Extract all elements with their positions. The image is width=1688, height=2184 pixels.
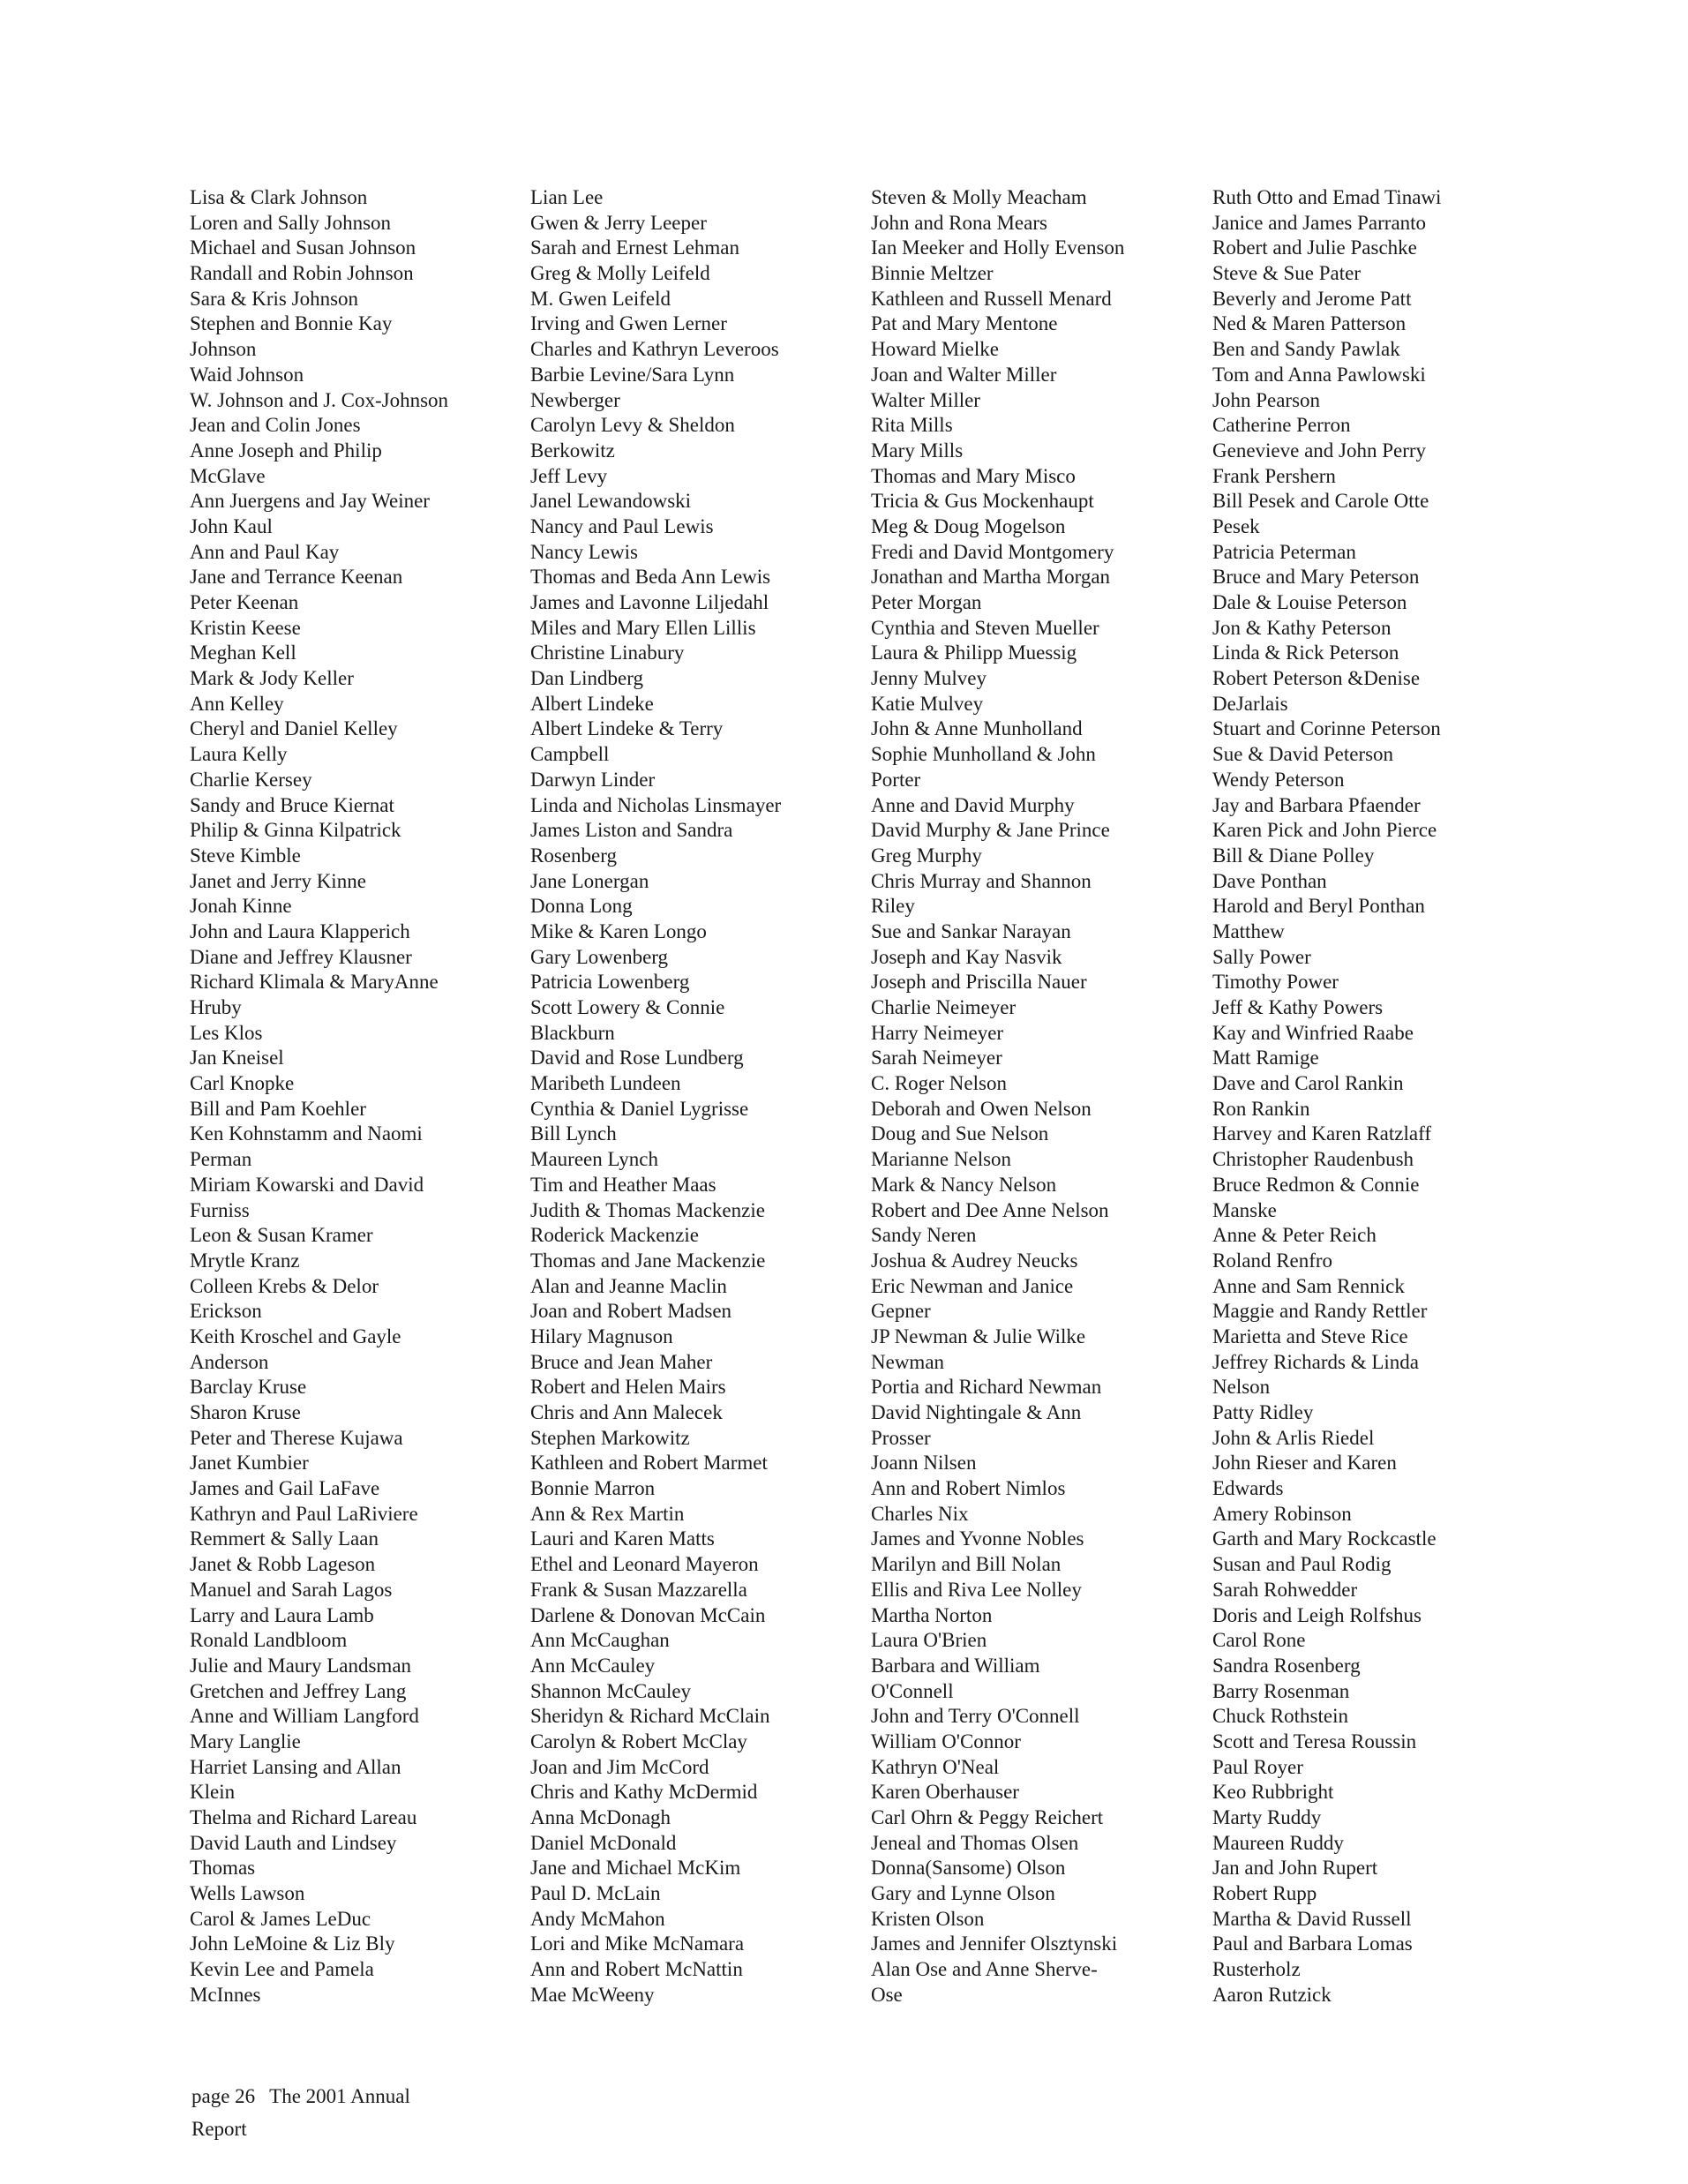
donor-name-line: Irving and Gwen Lerner <box>530 312 727 335</box>
donor-name-line: Martha & David Russell <box>1212 1907 1412 1930</box>
donor-name-line: Carol & James LeDuc <box>190 1907 371 1930</box>
donor-name-line: Portia and Richard Newman <box>871 1376 1102 1399</box>
donor-name-line: Sandy Neren <box>871 1224 977 1247</box>
donor-name-line: Joan and Jim McCord <box>530 1755 709 1778</box>
donor-name-line: Anderson <box>190 1350 269 1373</box>
donor-name-line: Maggie and Randy Rettler <box>1212 1300 1428 1323</box>
donor-name-line: Robert and Dee Anne Nelson <box>871 1198 1109 1221</box>
donor-name-line: Jan Kneisel <box>190 1047 284 1069</box>
donor-name-line: Pat and Mary Mentone <box>871 312 1058 335</box>
donor-name-line: Paul D. McLain <box>530 1882 661 1905</box>
donor-name-line: Roland Renfro <box>1212 1249 1333 1272</box>
donor-name-line: John Rieser and Karen <box>1212 1452 1397 1475</box>
donor-name-line: Diane and Jeffrey Klausner <box>190 945 412 968</box>
donor-name-line: Johnson <box>190 338 257 361</box>
donor-name-line: Darlene & Donovan McCain <box>530 1603 766 1626</box>
donor-name-line: Janet & Robb Lageson <box>190 1553 376 1576</box>
donor-name-line: Patty Ridley <box>1212 1401 1314 1423</box>
donor-name-line: Kathryn and Paul LaRiviere <box>190 1502 418 1525</box>
donor-name-line: Thomas and Mary Misco <box>871 464 1076 487</box>
donor-name-line: Kristen Olson <box>871 1907 985 1930</box>
donor-name-line: Charlie Neimeyer <box>871 996 1017 1018</box>
donor-name-line: Fredi and David Montgomery <box>871 540 1114 563</box>
donor-name-line: Joshua & Audrey Neucks <box>871 1249 1078 1272</box>
donor-name-line: Sarah and Ernest Lehman <box>530 236 739 259</box>
donor-name-line: David Nightingale & Ann <box>871 1401 1082 1423</box>
donor-name-line: Miriam Kowarski and David <box>190 1173 424 1196</box>
donor-name-line: Stuart and Corinne Peterson <box>1212 717 1441 740</box>
donor-name-line: Manuel and Sarah Lagos <box>190 1578 393 1601</box>
donor-name-line: Ben and Sandy Pawlak <box>1212 338 1400 361</box>
donor-name-line: David Murphy & Jane Prince <box>871 819 1110 842</box>
donor-name-line: Lori and Mike McNamara <box>530 1933 745 1955</box>
donor-name-line: Bill Lynch <box>530 1122 617 1145</box>
donor-name-line: Carl Ohrn & Peggy Reichert <box>871 1806 1104 1828</box>
donor-name-line: Manske <box>1212 1198 1277 1221</box>
donor-name-line: Albert Lindeke & Terry <box>530 717 724 740</box>
donor-name-line: Katie Mulvey <box>871 692 984 715</box>
donor-name-line: McGlave <box>190 464 266 487</box>
donor-name-line: Marietta and Steve Rice <box>1212 1325 1408 1347</box>
donor-name-line: Jenny Mulvey <box>871 667 987 690</box>
donor-name-line: Wendy Peterson <box>1212 768 1345 791</box>
donor-name-line: Ann and Robert Nimlos <box>871 1477 1066 1500</box>
donor-name-line: Bruce and Mary Peterson <box>1212 566 1420 589</box>
donor-name-line: Newman <box>871 1350 945 1373</box>
donor-name-line: Dale & Louise Peterson <box>1212 591 1407 613</box>
report-title-continued: Report <box>191 2118 247 2140</box>
donor-name-line: Patricia Peterman <box>1212 540 1356 563</box>
donor-name-line: Linda and Nicholas Linsmayer <box>530 793 782 816</box>
donor-name-line: Klein <box>190 1781 236 1804</box>
donor-name-line: Lauri and Karen Matts <box>530 1527 715 1550</box>
donor-name-line: Porter <box>871 768 921 791</box>
donor-name-line: Sara & Kris Johnson <box>190 287 359 310</box>
donor-name-line: Nelson <box>1212 1376 1271 1399</box>
donor-name-line: Joseph and Priscilla Nauer <box>871 971 1087 994</box>
donor-name-line: Frank Pershern <box>1212 464 1336 487</box>
donor-name-line: Christine Linabury <box>530 642 685 664</box>
donor-name-line: Stephen Markowitz <box>530 1426 690 1449</box>
donor-name-line: Eric Newman and Janice <box>871 1274 1074 1297</box>
donor-name-line: Bonnie Marron <box>530 1477 656 1500</box>
donor-name-line: Sophie Munholland & John <box>871 743 1096 766</box>
donor-name-line: Judith & Thomas Mackenzie <box>530 1198 765 1221</box>
donor-name-line: Jonah Kinne <box>190 895 292 918</box>
donor-name-line: Leon & Susan Kramer <box>190 1224 373 1247</box>
donor-name-line: Susan and Paul Rodig <box>1212 1553 1392 1576</box>
donor-name-line: Carl Knopke <box>190 1072 295 1095</box>
donor-name-line: Laura O'Brien <box>871 1629 987 1652</box>
donor-name-line: Dan Lindberg <box>530 667 643 690</box>
donor-name-line: Janel Lewandowski <box>530 490 692 513</box>
donor-name-line: Sarah Neimeyer <box>871 1047 1002 1069</box>
donor-name-line: Marilyn and Bill Nolan <box>871 1553 1062 1576</box>
donor-name-line: John LeMoine & Liz Bly <box>190 1933 395 1955</box>
donor-name-line: Les Klos <box>190 1021 263 1044</box>
donor-name-line: Genevieve and John Perry <box>1212 439 1427 462</box>
donor-name-line: Laura Kelly <box>190 743 288 766</box>
donor-name-line: McInnes <box>190 1983 261 2006</box>
donor-name-line: Kevin Lee and Pamela <box>190 1958 374 1981</box>
donor-name-line: Greg Murphy <box>871 844 982 867</box>
donor-name-line: Alan and Jeanne Maclin <box>530 1274 727 1297</box>
donor-name-line: Lian Lee <box>530 186 604 208</box>
donor-name-line: Chris Murray and Shannon <box>871 869 1092 892</box>
donor-name-line: Mary Langlie <box>190 1730 301 1752</box>
donor-name-line: Janet and Jerry Kinne <box>190 869 366 892</box>
donor-name-line: Harvey and Karen Ratzlaff <box>1212 1122 1431 1145</box>
donor-name-line: Ethel and Leonard Mayeron <box>530 1553 759 1576</box>
donor-name-line: Kay and Winfried Raabe <box>1212 1021 1414 1044</box>
donor-name-line: Deborah and Owen Nelson <box>871 1097 1092 1120</box>
donor-name-line: Sandra Rosenberg <box>1212 1654 1361 1677</box>
donor-name-line: Anne Joseph and Philip <box>190 439 382 462</box>
donor-name-line: Doris and Leigh Rolfshus <box>1212 1603 1422 1626</box>
donor-column-1 <box>190 185 516 2008</box>
donor-name-line: Hruby <box>190 996 242 1018</box>
donor-name-line: Darwyn Linder <box>530 768 656 791</box>
donor-name-line: Jeff Levy <box>530 464 608 487</box>
donor-name-line: Hilary Magnuson <box>530 1325 673 1347</box>
donor-name-line: Joann Nilsen <box>871 1452 977 1475</box>
donor-name-line: Barbie Levine/Sara Lynn <box>530 363 735 386</box>
donor-name-line: Linda & Rick Peterson <box>1212 642 1399 664</box>
donor-name-line: Kathleen and Russell Menard <box>871 287 1112 310</box>
donor-name-line: Maribeth Lundeen <box>530 1072 681 1095</box>
donor-name-line: James and Jennifer Olsztynski <box>871 1933 1118 1955</box>
donor-name-line: Nancy and Paul Lewis <box>530 514 714 537</box>
donor-name-line: Jeff & Kathy Powers <box>1212 996 1384 1018</box>
donor-name-line: M. Gwen Leifeld <box>530 287 671 310</box>
donor-name-line: Pesek <box>1212 514 1260 537</box>
donor-name-line: David and Rose Lundberg <box>530 1047 744 1069</box>
donor-name-line: Ann Juergens and Jay Weiner <box>190 490 430 513</box>
donor-name-line: Robert Rupp <box>1212 1882 1317 1905</box>
donor-column-3 <box>871 185 1197 2008</box>
donor-name-line: Joseph and Kay Nasvik <box>871 945 1062 968</box>
donor-name-line: William O'Connor <box>871 1730 1021 1752</box>
donor-name-line: Sharon Kruse <box>190 1401 301 1423</box>
donor-name-line: Gwen & Jerry Leeper <box>530 211 707 234</box>
donor-name-line: Jay and Barbara Pfaender <box>1212 793 1421 816</box>
donor-name-line: Robert and Helen Mairs <box>530 1376 726 1399</box>
donor-name-line: Steve & Sue Pater <box>1212 262 1361 285</box>
donor-name-line: James and Yvonne Nobles <box>871 1527 1084 1550</box>
donor-name-line: Campbell <box>530 743 610 766</box>
donor-name-line: Ann and Paul Kay <box>190 540 340 563</box>
donor-name-line: Bill and Pam Koehler <box>190 1097 366 1120</box>
donor-name-line: James Liston and Sandra <box>530 819 733 842</box>
donor-name-line: Thomas and Jane Mackenzie <box>530 1249 766 1272</box>
donor-name-line: Philip & Ginna Kilpatrick <box>190 819 401 842</box>
donor-name-line: Sue & David Peterson <box>1212 743 1394 766</box>
donor-name-line: Roderick Mackenzie <box>530 1224 699 1247</box>
donor-name-line: Kathleen and Robert Marmet <box>530 1452 768 1475</box>
donor-name-line: Charles Nix <box>871 1502 969 1525</box>
donor-name-line: Barbara and William <box>871 1654 1040 1677</box>
donor-name-line: Mary Mills <box>871 439 964 462</box>
donor-name-line: Keo Rubbright <box>1212 1781 1334 1804</box>
donor-name-line: Greg & Molly Leifeld <box>530 262 710 285</box>
donor-name-line: Donna(Sansome) Olson <box>871 1857 1066 1880</box>
donor-name-line: Ann & Rex Martin <box>530 1502 685 1525</box>
donor-name-line: Thelma and Richard Lareau <box>190 1806 417 1828</box>
donor-name-line: Riley <box>871 895 915 918</box>
donor-name-line: Erickson <box>190 1300 262 1323</box>
donor-name-line: Chris and Ann Malecek <box>530 1401 723 1423</box>
donor-name-line: Joan and Robert Madsen <box>530 1300 732 1323</box>
donor-name-line: John Pearson <box>1212 388 1321 411</box>
page-footer <box>191 2080 410 2145</box>
donor-name-line: Bruce and Jean Maher <box>530 1350 713 1373</box>
donor-name-line: Prosser <box>871 1426 931 1449</box>
donor-name-line: Ose <box>871 1983 903 2006</box>
donor-name-line: Bill Pesek and Carole Otte <box>1212 490 1429 513</box>
donor-name-line: Sarah Rohwedder <box>1212 1578 1358 1601</box>
donor-name-line: Binnie Meltzer <box>871 262 994 285</box>
donor-name-line: Jane and Michael McKim <box>530 1857 741 1880</box>
donor-name-line: Loren and Sally Johnson <box>190 211 392 234</box>
donor-name-line: Lisa & Clark Johnson <box>190 186 368 208</box>
donor-name-line: Matt Ramige <box>1212 1047 1319 1069</box>
donor-name-line: Maureen Ruddy <box>1212 1831 1344 1854</box>
donor-name-line: John and Rona Mears <box>871 211 1047 234</box>
donor-name-line: Miles and Mary Ellen Lillis <box>530 616 756 639</box>
donor-name-line: Sandy and Bruce Kiernat <box>190 793 394 816</box>
donor-name-line: Ann McCauley <box>530 1654 656 1677</box>
donor-name-line: Charlie Kersey <box>190 768 312 791</box>
donor-name-line: Waid Johnson <box>190 363 304 386</box>
donor-name-line: Garth and Mary Rockcastle <box>1212 1527 1437 1550</box>
donor-name-line: Jean and Colin Jones <box>190 414 361 437</box>
donor-name-line: Cynthia and Steven Mueller <box>871 616 1099 639</box>
donor-name-line: Ronald Landbloom <box>190 1629 348 1652</box>
donor-name-line: Charles and Kathryn Leveroos <box>530 338 779 361</box>
donor-name-line: Cheryl and Daniel Kelley <box>190 717 398 740</box>
donor-name-line: Marianne Nelson <box>871 1148 1012 1171</box>
donor-name-line: John and Laura Klapperich <box>190 919 410 942</box>
donor-name-line: W. Johnson and J. Cox-Johnson <box>190 388 449 411</box>
donor-name-line: DeJarlais <box>1212 692 1288 715</box>
donor-name-line: Peter Morgan <box>871 591 982 613</box>
donor-name-line: Alan Ose and Anne Sherve- <box>871 1958 1098 1981</box>
donor-name-line: Mark & Jody Keller <box>190 667 354 690</box>
donor-name-line: Frank & Susan Mazzarella <box>530 1578 747 1601</box>
donor-name-line: Sally Power <box>1212 945 1311 968</box>
donor-name-line: Gary Lowenberg <box>530 945 669 968</box>
donor-name-line: Wells Lawson <box>190 1882 305 1905</box>
donor-name-line: Gretchen and Jeffrey Lang <box>190 1679 407 1702</box>
donor-name-line: John Kaul <box>190 514 273 537</box>
donor-name-line: Amery Robinson <box>1212 1502 1352 1525</box>
donor-name-line: Howard Mielke <box>871 338 999 361</box>
donor-name-line: Shannon McCauley <box>530 1679 692 1702</box>
donor-name-line: Harriet Lansing and Allan <box>190 1755 401 1778</box>
donor-name-line: Martha Norton <box>871 1603 993 1626</box>
donor-name-line: Dave Ponthan <box>1212 869 1327 892</box>
donor-column-4 <box>1212 185 1539 2008</box>
donor-name-line: James and Gail LaFave <box>190 1477 380 1500</box>
donor-name-line: Albert Lindeke <box>530 692 654 715</box>
donor-name-line: Anne & Peter Reich <box>1212 1224 1377 1247</box>
donor-name-line: Aaron Rutzick <box>1212 1983 1332 2006</box>
donor-name-line: Laura & Philipp Muessig <box>871 642 1077 664</box>
donor-name-line: Robert Peterson &Denise <box>1212 667 1421 690</box>
donor-name-line: Donna Long <box>530 895 633 918</box>
donor-name-line: Chuck Rothstein <box>1212 1705 1348 1728</box>
donor-name-line: Jan and John Rupert <box>1212 1857 1378 1880</box>
donor-name-line: Edwards <box>1212 1477 1284 1500</box>
donor-name-line: Harry Neimeyer <box>871 1021 1004 1044</box>
donor-name-line: Larry and Laura Lamb <box>190 1603 374 1626</box>
donor-name-line: Tom and Anna Pawlowski <box>1212 363 1426 386</box>
report-title: The 2001 Annual <box>269 2085 410 2107</box>
donor-name-line: Scott Lowery & Connie <box>530 996 725 1018</box>
donor-name-line: Harold and Beryl Ponthan <box>1212 895 1425 918</box>
donor-name-line: Thomas and Beda Ann Lewis <box>530 566 771 589</box>
donor-name-line: Steven & Molly Meacham <box>871 186 1087 208</box>
donor-name-line: Janice and James Parranto <box>1212 211 1427 234</box>
donor-name-line: Randall and Robin Johnson <box>190 262 414 285</box>
donor-name-line: Rusterholz <box>1212 1958 1301 1981</box>
donor-name-line: Michael and Susan Johnson <box>190 236 416 259</box>
donor-name-line: Jane Lonergan <box>530 869 649 892</box>
donor-name-line: Ron Rankin <box>1212 1097 1310 1120</box>
donor-name-line: Karen Oberhauser <box>871 1781 1019 1804</box>
donor-name-line: Tricia & Gus Mockenhaupt <box>871 490 1094 513</box>
donor-name-line: Mike & Karen Longo <box>530 919 707 942</box>
donor-name-line: Ann McCaughan <box>530 1629 670 1652</box>
donor-name-line: Catherine Perron <box>1212 414 1351 437</box>
donor-name-line: David Lauth and Lindsey <box>190 1831 397 1854</box>
donor-name-line: Anne and David Murphy <box>871 793 1075 816</box>
donor-name-line: Maureen Lynch <box>530 1148 658 1171</box>
donor-name-line: Timothy Power <box>1212 971 1339 994</box>
donor-name-line: Daniel McDonald <box>530 1831 677 1854</box>
donor-name-line: Andy McMahon <box>530 1907 665 1930</box>
donor-name-line: Paul Royer <box>1212 1755 1303 1778</box>
donor-name-line: Remmert & Sally Laan <box>190 1527 379 1550</box>
donor-name-line: Gepner <box>871 1300 931 1323</box>
donor-name-line: James and Lavonne Liljedahl <box>530 591 769 613</box>
donor-name-line: Richard Klimala & MaryAnne <box>190 971 439 994</box>
donor-name-line: Barry Rosenman <box>1212 1679 1350 1702</box>
donor-name-line: Mrytle Kranz <box>190 1249 300 1272</box>
donor-name-line: Kathryn O'Neal <box>871 1755 1000 1778</box>
donor-name-line: Jeneal and Thomas Olsen <box>871 1831 1079 1854</box>
donor-name-line: Perman <box>190 1148 252 1171</box>
donor-name-line: Jonathan and Martha Morgan <box>871 566 1111 589</box>
donor-name-line: Stephen and Bonnie Kay <box>190 312 393 335</box>
donor-name-line: Newberger <box>530 388 620 411</box>
donor-name-line: Beverly and Jerome Patt <box>1212 287 1412 310</box>
donor-name-line: Chris and Kathy McDermid <box>530 1781 758 1804</box>
donor-name-line: Paul and Barbara Lomas <box>1212 1933 1413 1955</box>
donor-name-line: Christopher Raudenbush <box>1212 1148 1414 1171</box>
donor-name-line: Blackburn <box>530 1021 615 1044</box>
donor-name-line: Doug and Sue Nelson <box>871 1122 1049 1145</box>
donor-name-line: C. Roger Nelson <box>871 1072 1007 1095</box>
donor-name-line: Rita Mills <box>871 414 953 437</box>
donor-name-line: Gary and Lynne Olson <box>871 1882 1055 1905</box>
donor-name-line: Patricia Lowenberg <box>530 971 690 994</box>
donor-name-line: Carolyn Levy & Sheldon <box>530 414 735 437</box>
donor-name-line: Nancy Lewis <box>530 540 638 563</box>
donor-name-line: Peter Keenan <box>190 591 299 613</box>
donor-name-line: Thomas <box>190 1857 256 1880</box>
donor-name-line: Sheridyn & Richard McClain <box>530 1705 770 1728</box>
donor-name-line: Mae McWeeny <box>530 1983 655 2006</box>
donor-name-line: Karen Pick and John Pierce <box>1212 819 1437 842</box>
donor-name-line: Matthew <box>1212 919 1285 942</box>
donor-name-line: Colleen Krebs & Delor <box>190 1274 379 1297</box>
donor-name-line: Ian Meeker and Holly Evenson <box>871 236 1125 259</box>
donor-name-line: Anne and William Langford <box>190 1705 419 1728</box>
donor-name-line: Ann and Robert McNattin <box>530 1958 743 1981</box>
donor-name-line: Mark & Nancy Nelson <box>871 1173 1057 1196</box>
donor-name-line: O'Connell <box>871 1679 954 1702</box>
page-number: page 26 <box>191 2085 256 2107</box>
donor-name-line: Dave and Carol Rankin <box>1212 1072 1404 1095</box>
donor-name-line: Berkowitz <box>530 439 615 462</box>
donor-name-line: Carol Rone <box>1212 1629 1306 1652</box>
donor-name-line: Julie and Maury Landsman <box>190 1654 412 1677</box>
donor-name-line: Ruth Otto and Emad Tinawi <box>1212 186 1442 208</box>
donor-name-line: Janet Kumbier <box>190 1452 309 1475</box>
donor-name-line: Marty Ruddy <box>1212 1806 1322 1828</box>
donor-name-line: Meg & Doug Mogelson <box>871 514 1066 537</box>
donor-name-line: Jon & Kathy Peterson <box>1212 616 1392 639</box>
footer-line-1 <box>191 2080 410 2113</box>
donor-name-line: Robert and Julie Paschke <box>1212 236 1417 259</box>
donor-name-line: Tim and Heather Maas <box>530 1173 716 1196</box>
donor-name-line: Bruce Redmon & Connie <box>1212 1173 1420 1196</box>
donor-name-line: John and Terry O'Connell <box>871 1705 1080 1728</box>
donor-name-line: John & Anne Munholland <box>871 717 1083 740</box>
donor-name-line: Joan and Walter Miller <box>871 363 1057 386</box>
donor-name-line: Furniss <box>190 1198 250 1221</box>
donor-name-line: Jeffrey Richards & Linda <box>1212 1350 1419 1373</box>
donor-name-line: Kristin Keese <box>190 616 301 639</box>
donor-name-line: John & Arlis Riedel <box>1212 1426 1375 1449</box>
donor-name-line: Bill & Diane Polley <box>1212 844 1375 867</box>
donor-column-2 <box>530 185 857 2008</box>
donor-name-line: Sue and Sankar Narayan <box>871 919 1071 942</box>
donor-name-line: Walter Miller <box>871 388 980 411</box>
donor-name-line: Ned & Maren Patterson <box>1212 312 1407 335</box>
donor-name-line: Keith Kroschel and Gayle <box>190 1325 401 1347</box>
donor-name-line: Steve Kimble <box>190 844 301 867</box>
donor-name-line: Rosenberg <box>530 844 617 867</box>
donor-name-line: Ken Kohnstamm and Naomi <box>190 1122 423 1145</box>
donor-name-line: Cynthia & Daniel Lygrisse <box>530 1097 749 1120</box>
donor-name-line: JP Newman & Julie Wilke <box>871 1325 1086 1347</box>
donor-name-line: Anna McDonagh <box>530 1806 671 1828</box>
donor-name-line: Carolyn & Robert McClay <box>530 1730 747 1752</box>
donor-name-line: Jane and Terrance Keenan <box>190 566 403 589</box>
donor-name-line: Ann Kelley <box>190 692 284 715</box>
donor-name-line: Ellis and Riva Lee Nolley <box>871 1578 1082 1601</box>
donor-name-line: Scott and Teresa Roussin <box>1212 1730 1417 1752</box>
donor-name-line: Anne and Sam Rennick <box>1212 1274 1405 1297</box>
donor-name-line: Peter and Therese Kujawa <box>190 1426 403 1449</box>
donor-name-line: Barclay Kruse <box>190 1376 307 1399</box>
donor-name-line: Meghan Kell <box>190 642 296 664</box>
